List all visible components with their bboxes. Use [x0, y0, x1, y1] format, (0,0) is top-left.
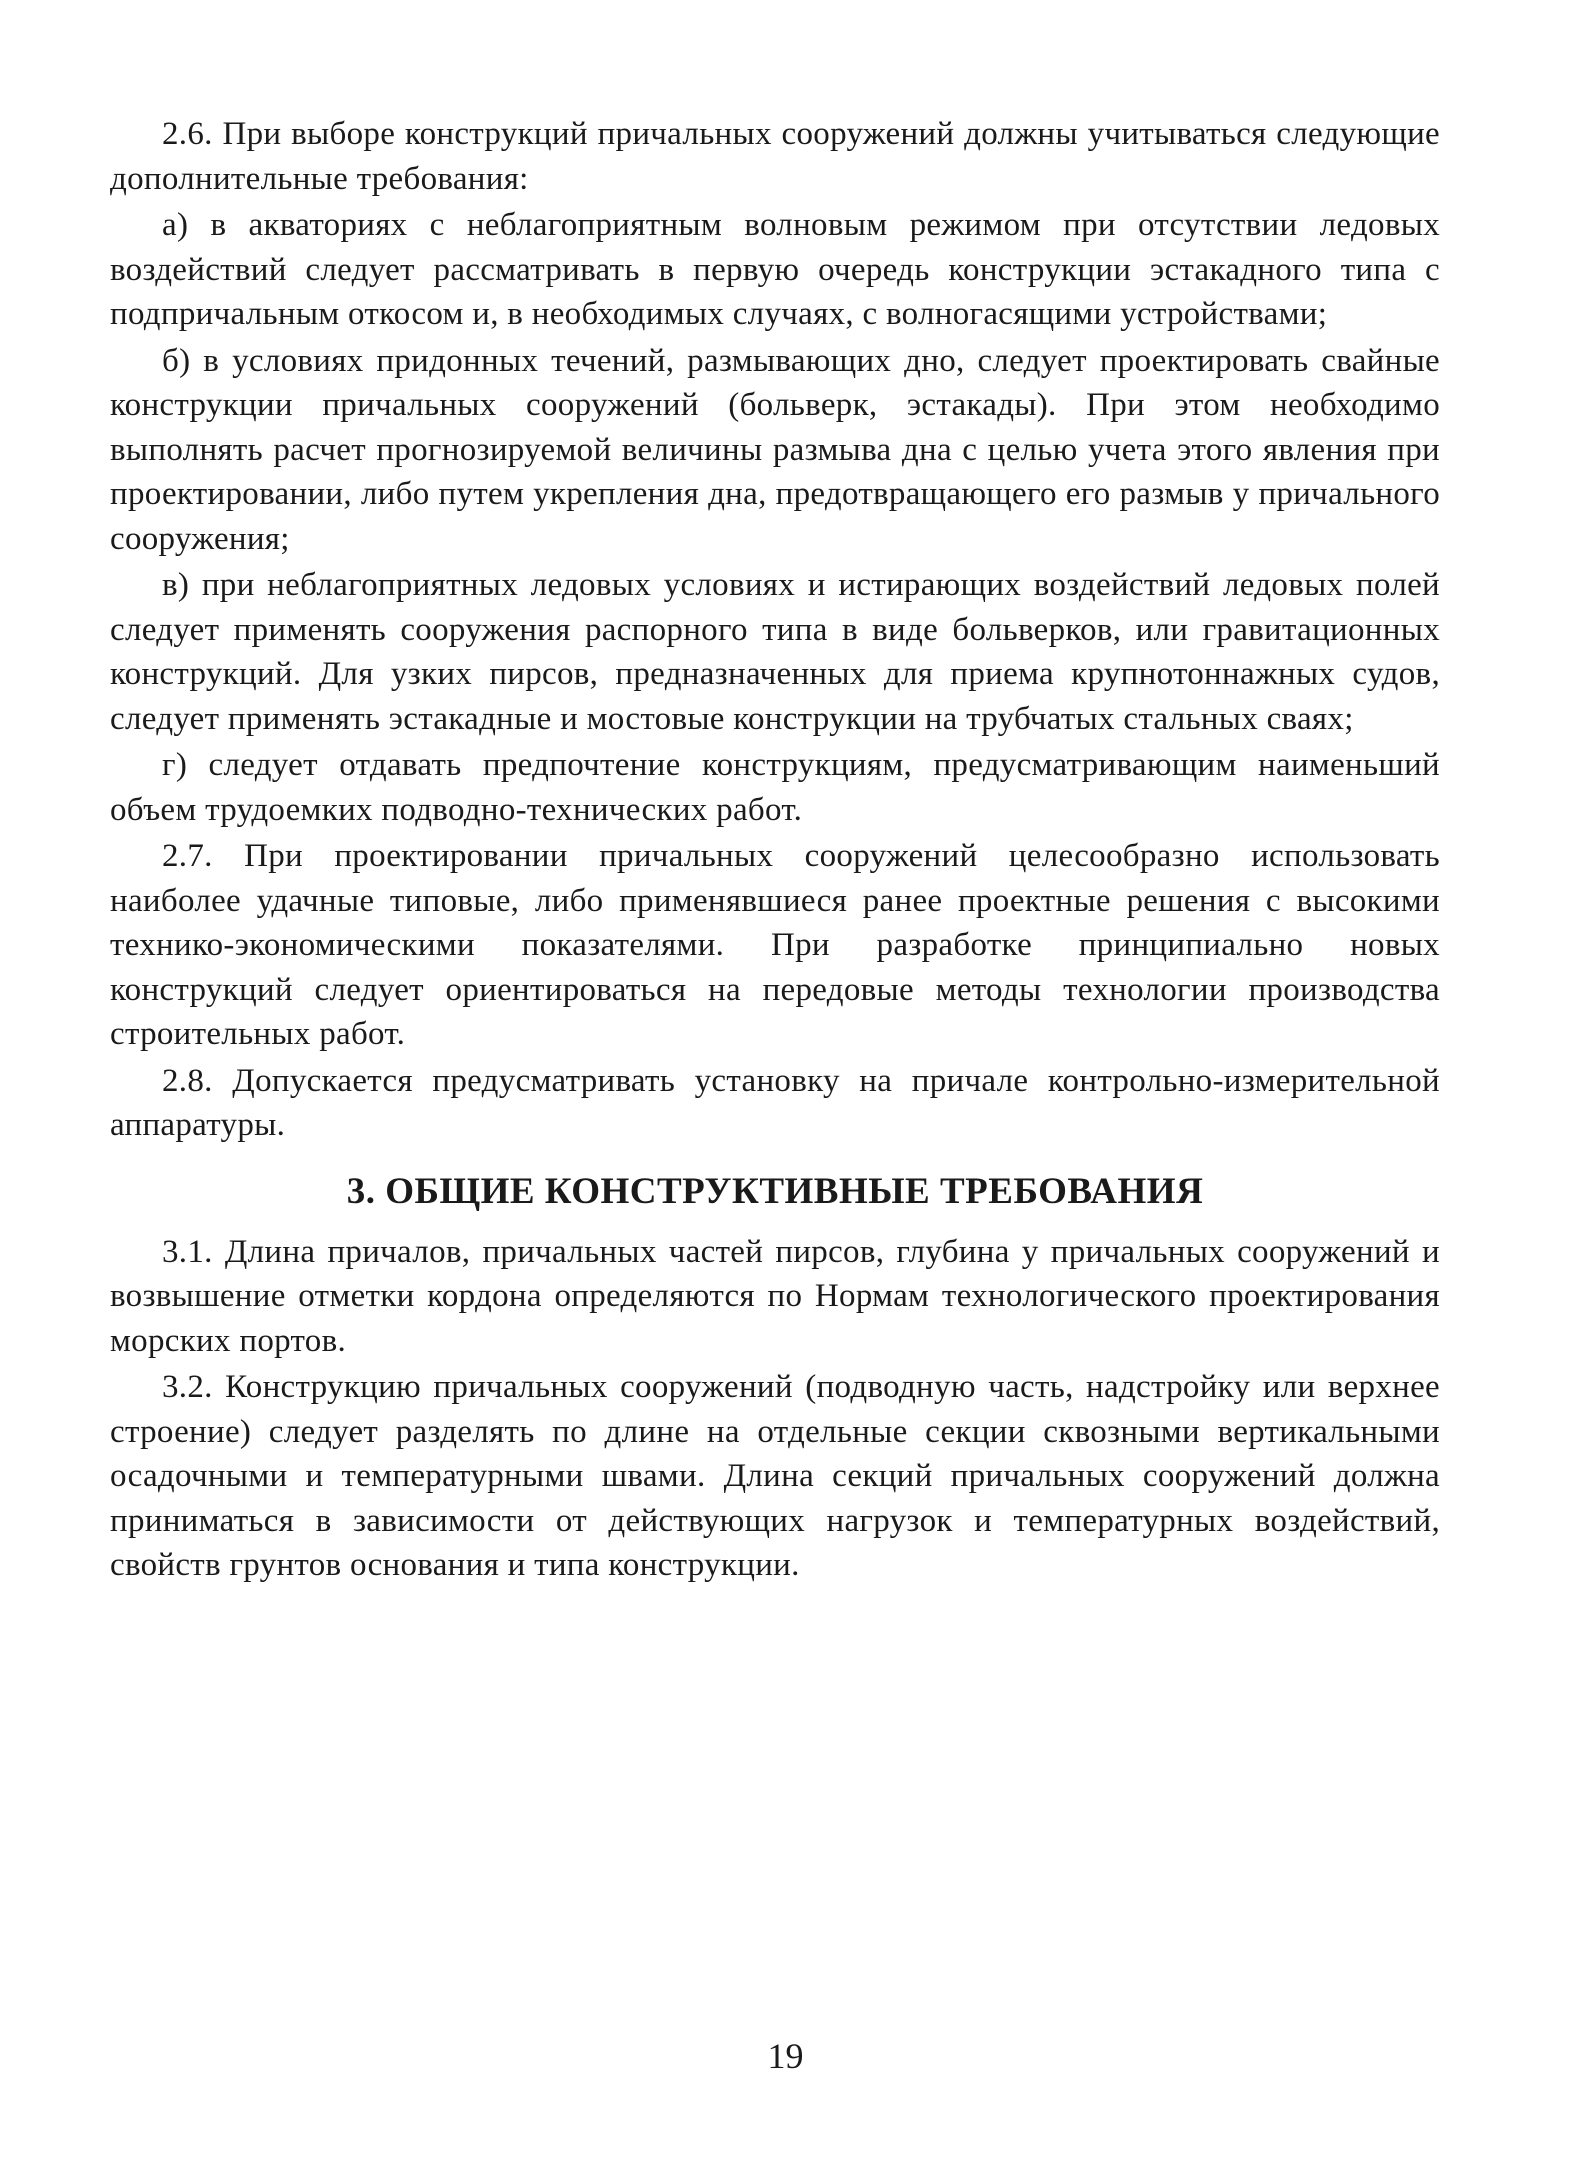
- paragraph-2-8: 2.8. Допускается предусматривать установку на причале контрольно-измерительной аппаратуры.: [110, 1062, 1440, 1143]
- paragraph-2-6-g: г) следует отдавать предпочтение конструкциям, предусматривающим наименьший объем трудоемких подводно-технических работ.: [110, 747, 1440, 828]
- paragraph-2-7: 2.7. При проектировании причальных сооружений целесообразно использовать наиболее удачные типовые, либо применявшиеся ранее проектные решения с высокими технико-экономическими показателями. При разработке принципиально новых конструкций следует ориентироваться на передовые методы технологии производства строительных работ.: [110, 838, 1440, 1052]
- paragraph-2-6-b: б) в условиях придонных течений, размывающих дно, следует проектировать свайные конструкции причальных сооружений (больверк, эстакады). При этом необходимо выполнять расчет прогнозируемой величины размыва дна с целью учета этого явления при проектировании, либо путем укрепления дна, предотвращающего его размыв у причального сооружения;: [110, 342, 1440, 557]
- paragraph-3-1: 3.1. Длина причалов, причальных частей пирсов, глубина у причальных сооружений и возвышение отметки кордона определяются по Нормам технологического проектирования морских портов.: [110, 1233, 1440, 1359]
- paragraph-2-6: 2.6. При выборе конструкций причальных сооружений должны учитываться следующие дополнительные требования:: [110, 116, 1440, 197]
- paragraph-2-6-v: в) при неблагоприятных ледовых условиях и истирающих воздействий ледовых полей следует применять сооружения распорного типа в виде больверков, или гравитационных конструкций. Для узких пирсов, предназначенных для приема крупнотоннажных судов, следует применять эстакадные и мостовые конструкции на трубчатых стальных сваях;: [110, 567, 1440, 737]
- paragraph-3-2: 3.2. Конструкцию причальных сооружений (подводную часть, надстройку или верхнее строение) следует разделять по длине на отдельные секции сквозными вертикальными осадочными и температурными швами. Длина секций причальных сооружений должна приниматься в зависимости от действующих нагрузок и температурных воздействий, свойств грунтов основания и типа конструкции.: [110, 1369, 1440, 1583]
- page-number: 19: [767, 2036, 804, 2076]
- document-page: [110, 112, 1440, 1590]
- section-3-heading: 3. ОБЩИЕ КОНСТРУКТИВНЫЕ ТРЕБОВАНИЯ: [346, 1170, 1204, 1212]
- paragraph-2-6-a: а) в акваториях с неблагоприятным волновым режимом при отсутствии ледовых воздействий следует рассматривать в первую очередь конструкции эстакадного типа с подпричальным откосом и, в необходимых случаях, с волногасящими устройствами;: [110, 207, 1440, 332]
